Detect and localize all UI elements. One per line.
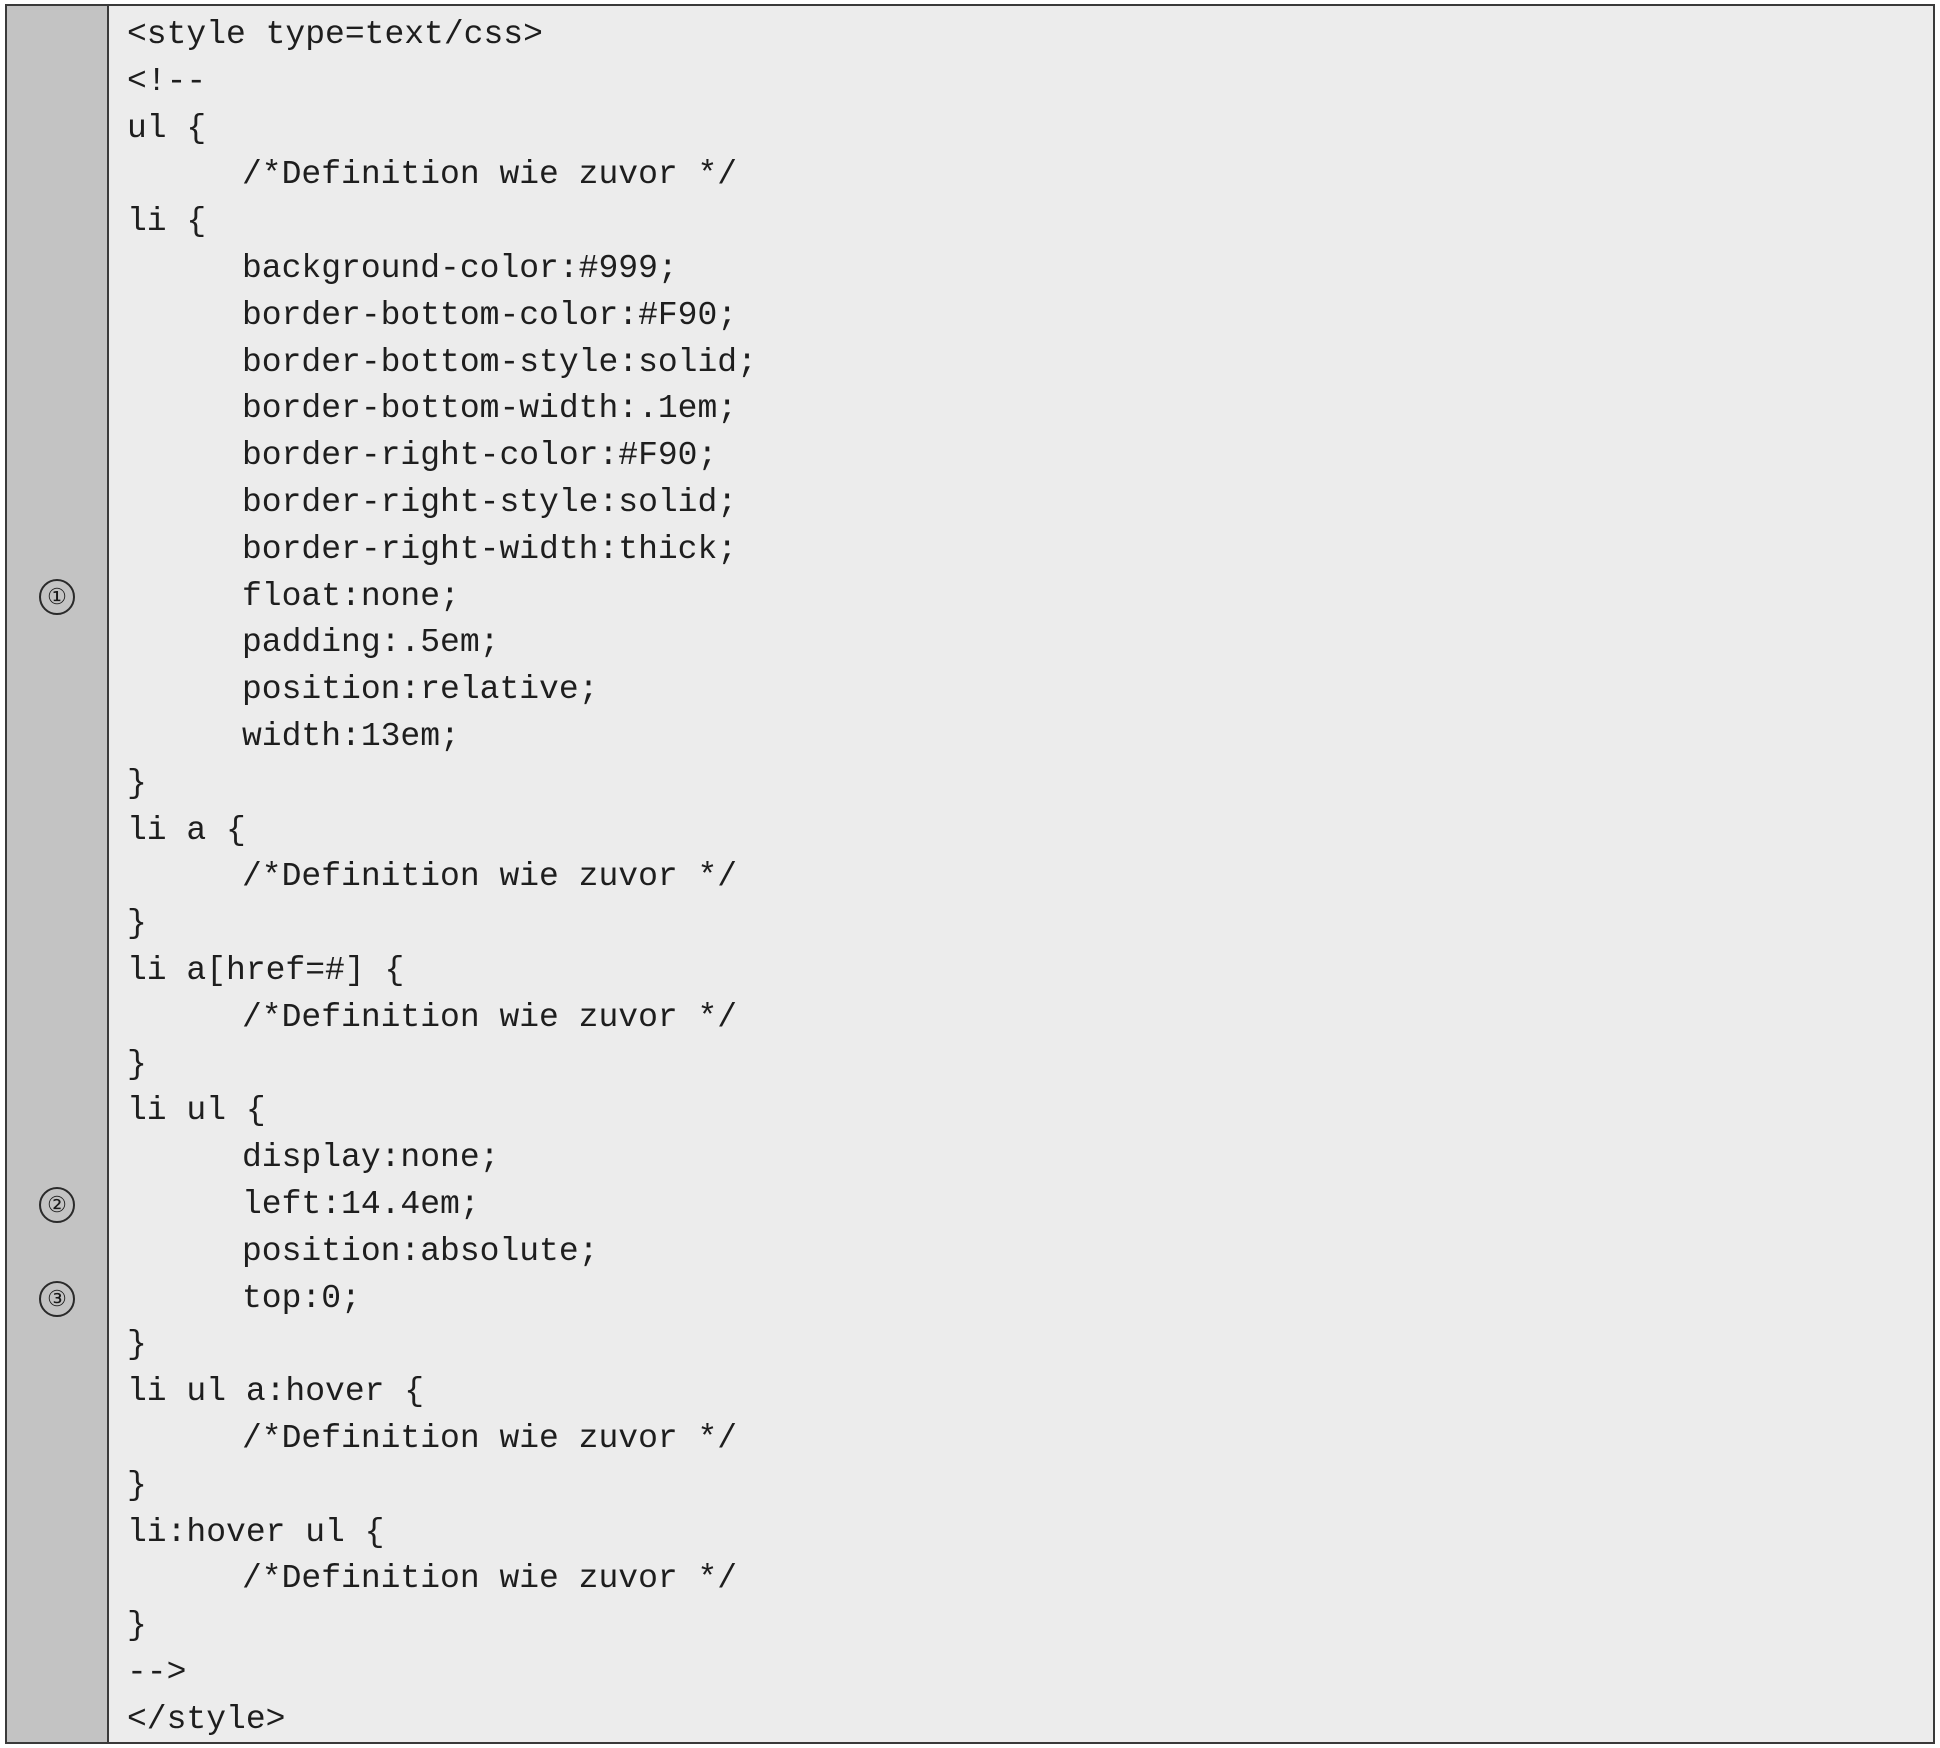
code-line — [127, 293, 757, 340]
code-line-text: <style type=text/css> — [127, 16, 543, 53]
code-line — [127, 433, 757, 480]
code-line — [127, 527, 757, 574]
callout-marker-3: ③ — [39, 1281, 75, 1317]
code-line-text: li ul { — [127, 1092, 266, 1130]
code-line-text: left:14.4em; — [242, 1185, 480, 1223]
code-line-text: } — [127, 764, 147, 802]
code-line-text: border-right-width:thick; — [242, 530, 738, 568]
code-line — [127, 59, 757, 106]
code-area — [109, 6, 1933, 1742]
code-line — [127, 246, 757, 293]
code-listing — [5, 4, 1935, 1744]
code-line-text: <!-- — [127, 62, 207, 100]
callout-marker-2: ② — [39, 1187, 75, 1223]
code-line-text: width:13em; — [242, 717, 460, 755]
code-line-text: } — [127, 1466, 147, 1504]
code-line-text: top:0; — [242, 1279, 361, 1317]
code-line-text: ul { — [127, 109, 207, 147]
code-line — [127, 152, 757, 199]
code-line — [127, 995, 757, 1042]
code-line — [127, 1322, 757, 1369]
code-line-text: border-bottom-color:#F90; — [242, 296, 738, 334]
css-code-block — [127, 12, 757, 1743]
code-line — [127, 1510, 757, 1557]
code-line-text: display:none; — [242, 1139, 500, 1177]
code-line-text: border-right-style:solid; — [242, 483, 738, 521]
code-line — [127, 667, 757, 714]
code-line-text: } — [127, 1607, 147, 1645]
code-line — [127, 386, 757, 433]
code-line — [127, 574, 757, 621]
code-line — [127, 1135, 757, 1182]
code-line — [127, 1650, 757, 1697]
code-line-text: border-bottom-style:solid; — [242, 343, 757, 381]
code-line-text: position:absolute; — [242, 1232, 599, 1270]
code-line-text: background-color:#999; — [242, 249, 678, 287]
code-line — [127, 854, 757, 901]
code-line-text: float:none; — [242, 577, 460, 615]
code-line-text: /*Definition wie zuvor */ — [242, 998, 738, 1036]
code-line-text: /*Definition wie zuvor */ — [242, 156, 738, 194]
code-line-text: li:hover ul { — [127, 1513, 385, 1551]
code-line — [127, 948, 757, 995]
callout-marker-1: ① — [39, 579, 75, 615]
code-line-text: li ul a:hover { — [127, 1373, 425, 1411]
code-line — [127, 1463, 757, 1510]
code-line-text: border-bottom-width:.1em; — [242, 390, 738, 428]
code-line — [127, 199, 757, 246]
code-line-text: position:relative; — [242, 671, 599, 709]
code-line — [127, 761, 757, 808]
code-line — [127, 1088, 757, 1135]
code-line — [127, 808, 757, 855]
code-line — [127, 1369, 757, 1416]
code-line — [127, 1276, 757, 1323]
code-line — [127, 901, 757, 948]
code-line — [127, 1416, 757, 1463]
code-line — [127, 714, 757, 761]
code-line — [127, 1042, 757, 1089]
code-line — [127, 1229, 757, 1276]
code-line — [127, 1556, 757, 1603]
annotation-gutter — [7, 6, 109, 1742]
code-line-text: li a[href=#] { — [127, 951, 405, 989]
code-line-text: /*Definition wie zuvor */ — [242, 858, 738, 896]
code-line-text: border-right-color:#F90; — [242, 437, 718, 475]
code-line — [127, 1697, 757, 1744]
code-line — [127, 480, 757, 527]
code-line-text: padding:.5em; — [242, 624, 500, 662]
code-line — [127, 620, 757, 667]
code-line-text: </style> — [127, 1700, 286, 1738]
code-line-text: /*Definition wie zuvor */ — [242, 1419, 738, 1457]
code-line — [127, 340, 757, 387]
code-line — [127, 12, 757, 59]
code-line-text: /*Definition wie zuvor */ — [242, 1560, 738, 1598]
code-line-text: } — [127, 905, 147, 943]
code-line-text: li { — [127, 203, 207, 241]
code-line-text: } — [127, 1326, 147, 1364]
code-line — [127, 1182, 757, 1229]
code-line — [127, 106, 757, 153]
code-line — [127, 1603, 757, 1650]
code-line-text: li a { — [127, 811, 246, 849]
code-line-text: } — [127, 1045, 147, 1083]
code-line-text: --> — [127, 1653, 187, 1691]
